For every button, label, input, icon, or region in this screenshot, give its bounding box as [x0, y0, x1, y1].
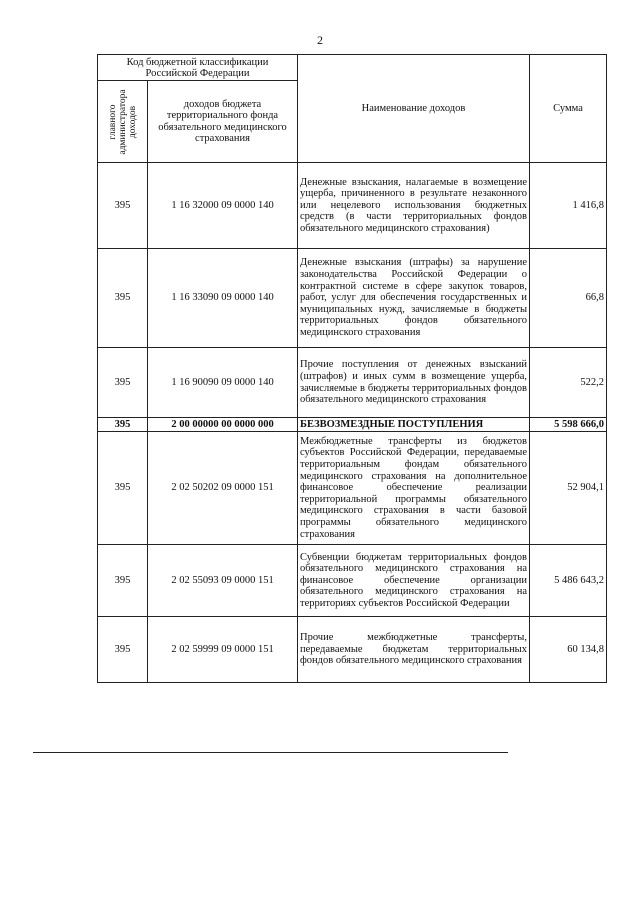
table-row — [98, 418, 607, 432]
header-income-code: доходов бюджета территориального фонда обязательного медицинского страхования — [148, 81, 298, 163]
income-code-cell: 2 00 00000 00 0000 000 — [148, 418, 298, 432]
income-code-cell: 2 02 50202 09 0000 151 — [148, 432, 298, 545]
income-code-cell: 2 02 59999 09 0000 151 — [148, 617, 298, 683]
income-name-cell: Денежные взыскания, налагаемые в возмещение ущерба, причиненного в результате незаконного или нецелевого использования бюджетных средств (в части территориальных фондов обязательного медицинского страхования) — [298, 163, 530, 249]
revenue-table — [97, 54, 607, 683]
admin-code-cell: 395 — [98, 432, 148, 545]
income-name-cell: Субвенции бюджетам территориальных фондов обязательного медицинского страхования на финансовое обеспечение организации обязательного медицинского страхования на территориях субъектов Российской Федерации — [298, 545, 530, 617]
income-code-cell: 1 16 32000 09 0000 140 — [148, 163, 298, 249]
amount-cell: 60 134,8 — [530, 617, 607, 683]
table-row — [98, 617, 607, 683]
admin-code-cell: 395 — [98, 545, 148, 617]
income-code-cell: 1 16 90090 09 0000 140 — [148, 348, 298, 418]
amount-cell: 522,2 — [530, 348, 607, 418]
admin-code-cell: 395 — [98, 348, 148, 418]
admin-code-cell: 395 — [98, 617, 148, 683]
admin-code-cell: 395 — [98, 418, 148, 432]
amount-cell: 5 486 643,2 — [530, 545, 607, 617]
income-name-cell: БЕЗВОЗМЕЗДНЫЕ ПОСТУПЛЕНИЯ — [298, 418, 530, 432]
table-row — [98, 348, 607, 418]
income-name-cell: Межбюджетные трансферты из бюджетов субъектов Российской Федерации, передаваемые территориальным фондам обязательного медицинского страхования на дополнительное финансовое обеспечение реализации территориальной программы обязательного медицинского страхования в части базовой программы обязательного медицинского страхования — [298, 432, 530, 545]
income-code-cell: 2 02 55093 09 0000 151 — [148, 545, 298, 617]
table-body — [98, 163, 607, 683]
table-row — [98, 249, 607, 348]
amount-cell: 52 904,1 — [530, 432, 607, 545]
amount-cell: 1 416,8 — [530, 163, 607, 249]
header-chief-administrator: главного администратора доходов — [107, 88, 138, 155]
table-row — [98, 163, 607, 249]
income-name-cell: Прочие поступления от денежных взысканий (штрафов) и иных сумм в возмещение ущерба, зачисляемые в бюджеты территориальных фондов обязательного медицинского страхования — [298, 348, 530, 418]
header-amount: Сумма — [530, 55, 607, 163]
amount-cell: 5 598 666,0 — [530, 418, 607, 432]
income-name-cell: Прочие межбюджетные трансферты, передаваемые бюджетам территориальных фондов обязательного медицинского страхования — [298, 617, 530, 683]
table-row — [98, 545, 607, 617]
header-classification-code: Код бюджетной классификации Российской Федерации — [98, 55, 298, 81]
table-row — [98, 432, 607, 545]
page-number: 2 — [317, 33, 323, 47]
footer-divider — [33, 752, 508, 753]
admin-code-cell: 395 — [98, 163, 148, 249]
income-code-cell: 1 16 33090 09 0000 140 — [148, 249, 298, 348]
income-name-cell: Денежные взыскания (штрафы) за нарушение законодательства Российской Федерации о контрактной системе в сфере закупок товаров, работ, услуг для обеспечения государственных и муниципальных нужд, зачисляемые в бюджеты территориальных фондов обязательного медицинского страхования — [298, 249, 530, 348]
amount-cell: 66,8 — [530, 249, 607, 348]
header-income-name: Наименование доходов — [298, 55, 530, 163]
header-chief-administrator-cell — [98, 81, 148, 163]
admin-code-cell: 395 — [98, 249, 148, 348]
